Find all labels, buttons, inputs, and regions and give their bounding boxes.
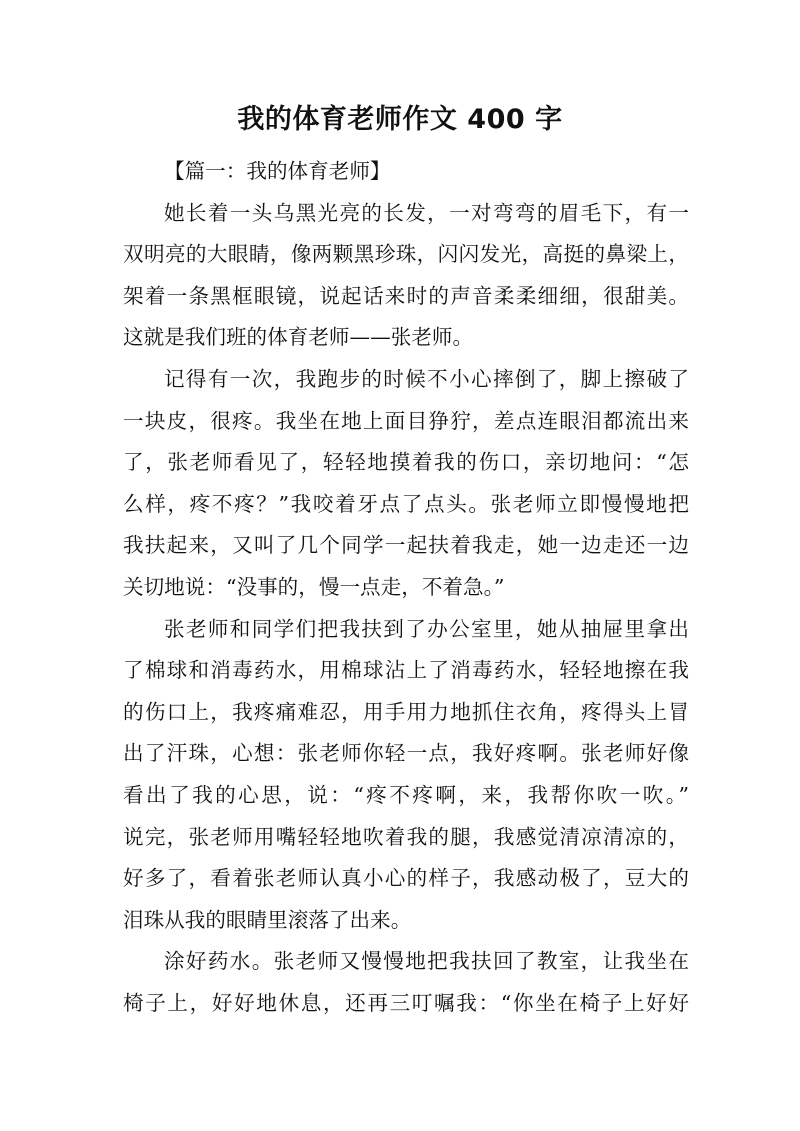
document-body — [123, 151, 689, 1024]
text-line: 涂好药水。张老师又慢慢地把我扶回了教室，让我坐在 — [164, 949, 689, 974]
text-line: 泪珠从我的眼睛里滚落了出来。 — [123, 907, 412, 932]
text-line: 了棉球和消毒药水，用棉球沾上了消毒药水，轻轻地擦在我 — [123, 658, 689, 683]
text-line: 她长着一头乌黑光亮的长发，一对弯弯的眉毛下，有一 — [164, 200, 689, 225]
text-line: 双明亮的大眼睛，像两颗黑珍珠，闪闪发光，高挺的鼻梁上， — [123, 242, 689, 267]
document-title: 我的体育老师作文 400 字 — [237, 104, 563, 135]
text-line: 好多了，看着张老师认真小心的样子，我感动极了，豆大的 — [123, 866, 689, 891]
text-line: 这就是我们班的体育老师——张老师。 — [123, 325, 474, 350]
text-line: 说完，张老师用嘴轻轻地吹着我的腿，我感觉清凉清凉的， — [123, 824, 689, 849]
text-line: 么样，疼不疼？”我咬着牙点了点头。张老师立即慢慢地把 — [123, 491, 689, 516]
text-line: 出了汗珠，心想：张老师你轻一点，我好疼啊。张老师好像 — [123, 741, 689, 766]
text-line: 张老师和同学们把我扶到了办公室里，她从抽屉里拿出 — [164, 616, 689, 641]
text-line: 架着一条黑框眼镜，说起话来时的声音柔柔细细，很甜美。 — [123, 283, 689, 308]
text-line: 关切地说：“没事的，慢一点走，不着急。” — [123, 574, 505, 599]
section-heading: 【篇一：我的体育老师】 — [164, 159, 391, 183]
text-line: 了，张老师看见了，轻轻地摸着我的伤口，亲切地问：“怎 — [123, 450, 689, 475]
text-line: 的伤口上，我疼痛难忍，用手用力地抓住衣角，疼得头上冒 — [123, 699, 689, 724]
text-line: 我扶起来，又叫了几个同学一起扶着我走，她一边走还一边 — [123, 533, 689, 558]
text-line: 记得有一次，我跑步的时候不小心摔倒了，脚上擦破了 — [164, 366, 689, 391]
text-line: 一块皮，很疼。我坐在地上面目狰狞，差点连眼泪都流出来 — [123, 408, 689, 433]
text-line: 看出了我的心思，说：“疼不疼啊，来，我帮你吹一吹。” — [123, 782, 689, 807]
text-line: 椅子上，好好地休息，还再三叮嘱我：“你坐在椅子上好好 — [123, 990, 689, 1015]
